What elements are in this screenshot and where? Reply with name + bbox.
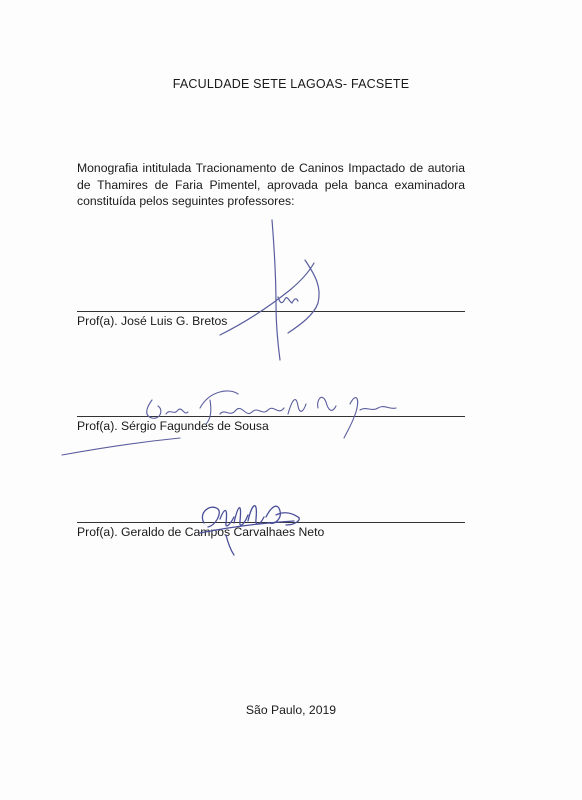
signatory-name-2: Prof(a). Sérgio Fagundes de Sousa [77,419,269,433]
handwritten-signature-1 [210,215,340,365]
signature-line-2 [77,416,465,417]
institution-heading: FACULDADE SETE LAGOAS- FACSETE [172,77,410,91]
signature-block-3 [77,522,465,539]
signature-block-2 [77,416,465,433]
signatory-name-1: Prof(a). José Luis G. Bretos [77,314,228,328]
signature-block-1 [77,311,465,328]
location-date: São Paulo, 2019 [245,703,337,717]
approval-statement: Monografia intitulada Tracionamento de Caninos Impactado de autoria de Thamires de Faria Pimentel, aprovada pela banca examinadora constituída pelos seguintes professores: [77,161,465,208]
signature-line-3 [77,522,465,523]
signature-line-1 [77,311,465,312]
signatory-name-3: Prof(a). Geraldo de Campos Carvalhaes Neto [77,525,325,539]
